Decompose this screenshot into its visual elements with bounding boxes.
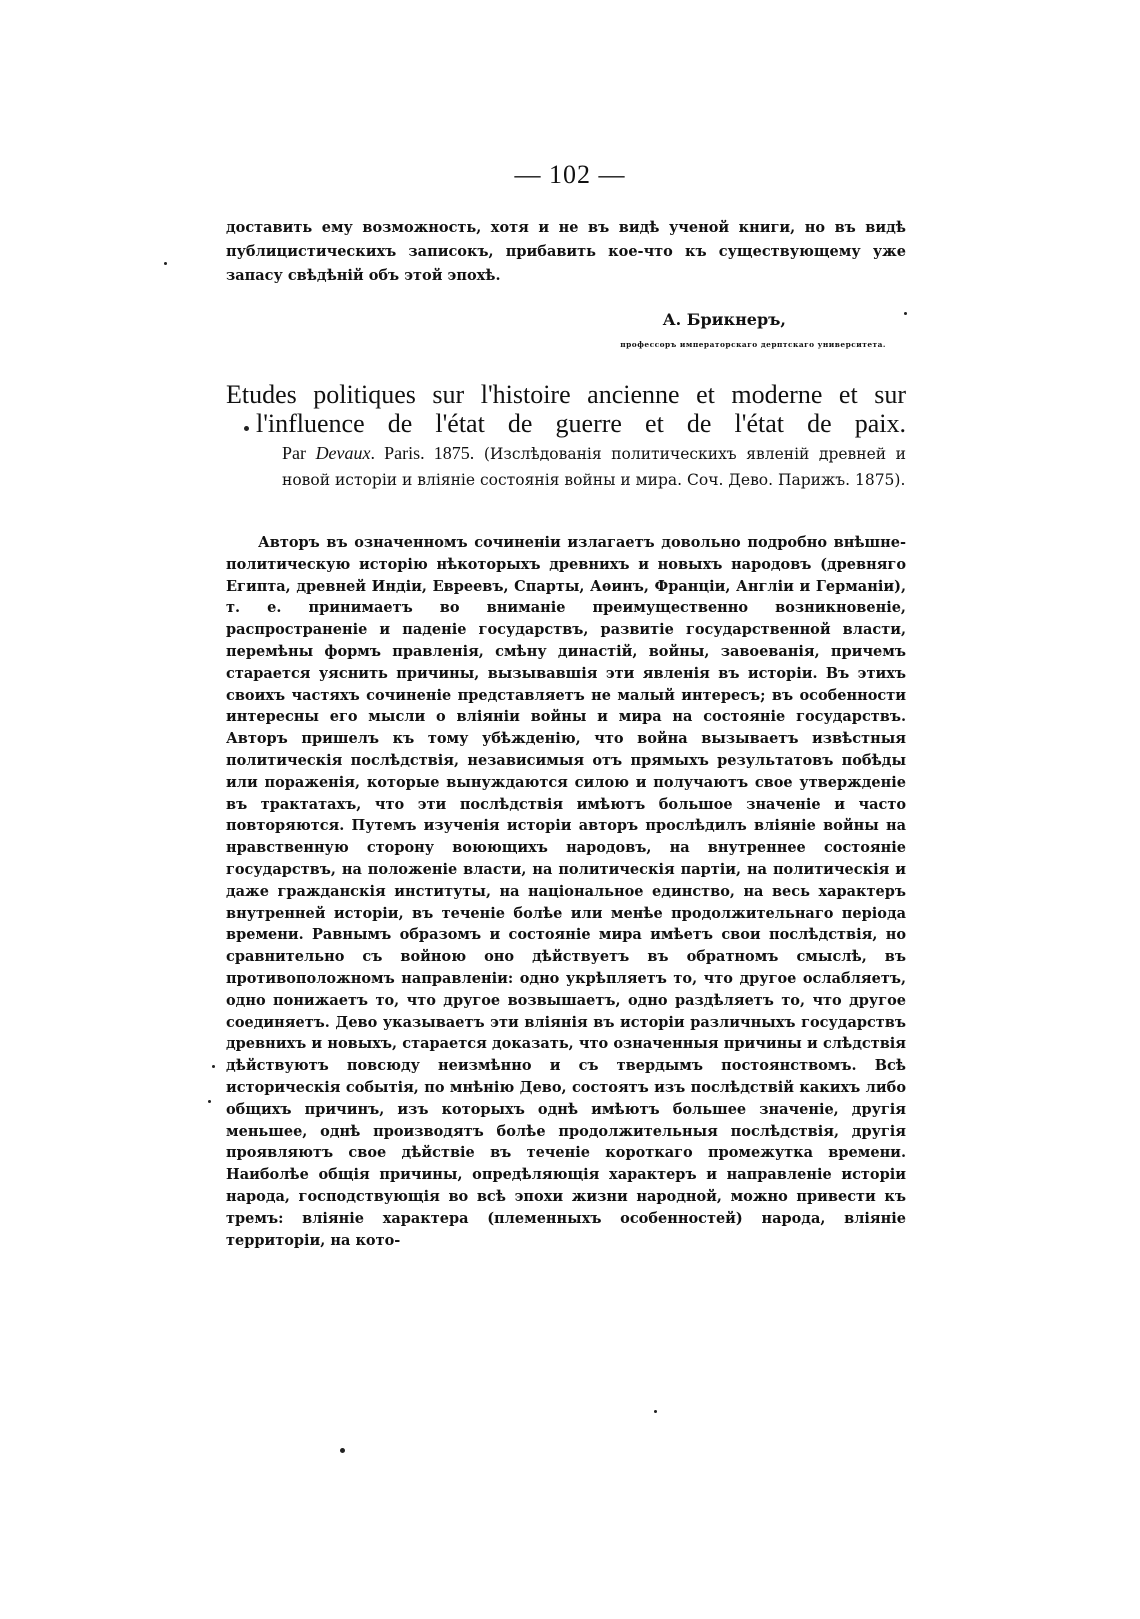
scan-speck [904,312,907,315]
scan-speck [164,262,167,265]
book-title-line-2: l'influence de l'état de guerre et de l'état de paix. [256,409,906,438]
body-paragraph: Авторъ въ означенномъ сочиненіи излагаетъ довольно подробно внѣшне-политическую исторію нѣкоторыхъ древнихъ и новыхъ народовъ (древняго Египта, древней Индіи, Евреевъ, Спарты, Аѳинъ, Франціи, Англіи и Германіи), т. е. принимаетъ во вниманіе преимущественно возникновеніе, распространеніе и паденіе государствъ, развитіе государственной власти, перемѣны формъ правленія, смѣну династій, войны, завоеванія, причемъ старается уяснить причины, вызывавшія эти явленія въ исторіи. Въ этихъ своихъ частяхъ сочиненіе представляетъ не малый интересъ; въ особенности интересны его мысли о вліяніи войны и мира на состояніе государствъ. Авторъ пришелъ къ тому убѣжденію, что война вызываетъ извѣстныя политическія послѣдствія, независимыя отъ прямыхъ результатовъ побѣды или пораженія, которые вынуждаются силою и получаютъ свое утвержденіе въ трактатахъ, что эти послѣдствія имѣютъ большое значеніе и часто повторяются. Путемъ изученія исторіи авторъ прослѣдилъ вліяніе войны на нравственную сторону воюющихъ народовъ, на внутреннее состояніе государствъ, на положеніе власти, на политическія партіи, на политическія и даже гражданскія институты, на національное единство, на весь характеръ внутренней исторіи, въ теченіе болѣе или менѣе продолжительнаго періода времени. Равнымъ образомъ и состояніе мира имѣетъ свои послѣдствія, но сравнительно съ войною оно дѣйствуетъ въ обратномъ смыслѣ, въ противоположномъ направленіи: одно укрѣпляетъ то, что другое ослабляетъ, одно понижаетъ то, что другое возвышаетъ, одно раздѣляетъ то, что другое соединяетъ. Дево указываетъ эти вліянія въ исторіи различныхъ государствъ древнихъ и новыхъ, старается доказать, что означенныя причины и слѣдствія дѣйствуютъ повсюду неизмѣнно и съ твердымъ постоянствомъ. Всѣ историческія событія, по мнѣнію Дево, состоятъ изъ послѣдствій какихъ либо общихъ причинъ, изъ которыхъ однѣ имѣютъ большее значеніе, другія меньшее, однѣ производятъ болѣе продолжительныя послѣдствія, другія проявляютъ свое дѣйствіе въ теченіе короткаго промежутка времени. Наиболѣе общія причины, опредѣляющія характеръ и направленіе исторіи народа, господствующія во всѣ эпохи жизни народной, можно привести къ тремъ: вліяніе характера (племенныхъ особенностей) народа, вліяніе территоріи, на кото- [226,534,906,1249]
page-number: — 102 — [514,160,626,189]
byline-russian-title: (Изслѣдованія политическихъ явленій древней и новой исторіи и вліяніе состоянія войны и мира. Соч. Дево. Парижъ. 1875). [282,445,906,489]
book-title [226,380,906,438]
book-title-line-1: Etudes politiques sur l'histoire ancienne et moderne et sur [226,380,906,409]
signature-title: профессоръ императорскаго дерптскаго университета. [620,340,886,349]
scan-speck [212,1065,215,1068]
byline-author: Devaux [315,443,371,463]
signature-name: А. Брикнеръ, [662,310,786,329]
scan-speck [208,1100,211,1103]
scan-speck [654,1410,657,1413]
scan-speck [340,1448,345,1453]
intro-paragraph: доставить ему возможность, хотя и не въ видѣ ученой книги, но въ видѣ публицистическихъ записокъ, прибавить кое-что къ существующему уже запасу свѣдѣній объ этой эпохѣ. [226,219,906,284]
byline-place-year: . Paris. 1875. [370,443,475,463]
byline-par: Par [282,443,306,463]
scan-speck [244,426,249,431]
book-byline [282,440,906,493]
